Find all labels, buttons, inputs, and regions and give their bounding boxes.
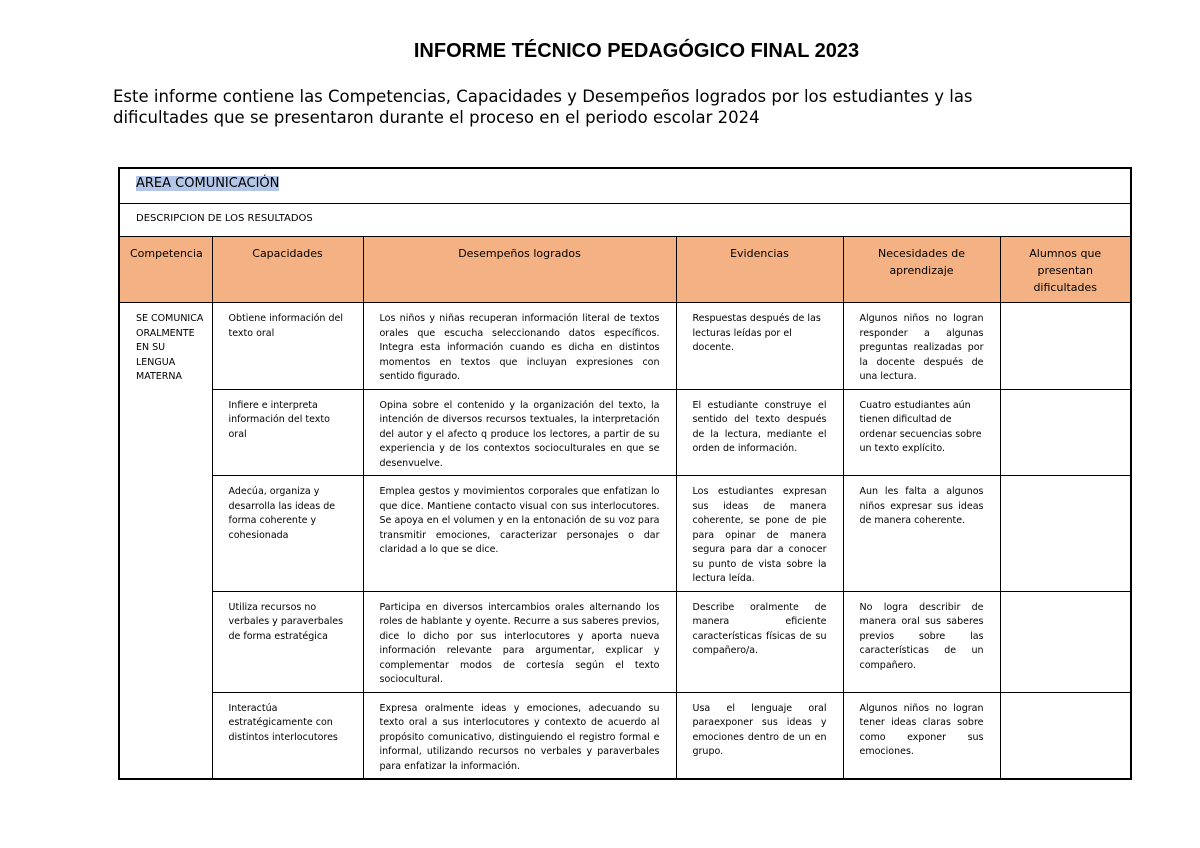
table-row xyxy=(119,389,1131,476)
desempeno-cell: Participa en diversos intercambios orales alternando los roles de hablante y oyente. Recurre a sus saberes previos, dice lo dicho por sus interlocutores y aporta nueva información relevante para argumentar, explicar y complementar modos de cortesía según el texto sociocultural. xyxy=(363,591,676,692)
capacidad-cell: Obtiene información del texto oral xyxy=(212,303,363,390)
capacidad-cell: Adecúa, organiza y desarrolla las ideas de forma coherente y cohesionada xyxy=(212,476,363,592)
header-necesidades: Necesidades de aprendizaje xyxy=(843,237,1000,303)
desempeno-cell: Los niños y niñas recuperan información literal de textos orales que escucha seleccionando datos específicos. Integra esta información cuando es dicha en distintos momentos en textos que incluyan expresiones con sentido figurado. xyxy=(363,303,676,390)
area-title: AREA COMUNICACIÓN xyxy=(136,176,280,191)
desempeno-cell: Opina sobre el contenido y la organización del texto, la intención de diversos recursos textuales, la interpretación del autor y el afecto q produce los lectores, a partir de su experiencia y de los contextos socioculturales en que se desenvuelve. xyxy=(363,389,676,476)
necesidad-cell: Cuatro estudiantes aún tienen dificultad de ordenar secuencias sobre un texto explícito. xyxy=(843,389,1000,476)
evidencia-cell: Describe oralmente de manera eficiente características físicas de su compañero/a. xyxy=(676,591,843,692)
header-competencia: Competencia xyxy=(119,237,212,303)
intro-line-2: dificultades que se presentaron durante el proceso en el periodo escolar 2024 xyxy=(113,108,760,127)
intro-line-1: Este informe contiene las Competencias, Capacidades y Desempeños logrados por los estudiantes y las xyxy=(113,87,973,106)
table-row xyxy=(119,303,1131,390)
desempeno-cell: Emplea gestos y movimientos corporales que enfatizan lo que dice. Mantiene contacto visual con sus interlocutores. Se apoya en el volumen y en la entonación de su voz para transmitir emociones, caracterizar personajes o dar claridad a lo que se dice. xyxy=(363,476,676,592)
header-capacidades: Capacidades xyxy=(212,237,363,303)
alumnos-cell xyxy=(1000,476,1131,592)
desempeno-cell: Expresa oralmente ideas y emociones, adecuando su texto oral a sus interlocutores y contexto de acuerdo al propósito comunicativo, distinguiendo el registro formal e informal, utilizando recursos no verbales y paraverbales para enfatizar la información. xyxy=(363,692,676,779)
capacidad-cell: Infiere e interpreta información del texto oral xyxy=(212,389,363,476)
table-row xyxy=(119,476,1131,592)
results-table xyxy=(118,167,1132,780)
necesidad-cell: Algunos niños no logran responder a algunas preguntas realizadas por la docente después de una lectura. xyxy=(843,303,1000,390)
capacidad-cell: Utiliza recursos no verbales y paraverbales de forma estratégica xyxy=(212,591,363,692)
table-row xyxy=(119,692,1131,779)
intro-paragraph xyxy=(113,86,1073,128)
area-cell xyxy=(119,168,1131,204)
evidencia-cell: Usa el lenguaje oral paraexponer sus ideas y emociones dentro de un en grupo. xyxy=(676,692,843,779)
alumnos-cell xyxy=(1000,389,1131,476)
capacidad-cell: Interactúa estratégicamente con distintos interlocutores xyxy=(212,692,363,779)
necesidad-cell: Aun les falta a algunos niños expresar sus ideas de manera coherente. xyxy=(843,476,1000,592)
header-desempenos: Desempeños logrados xyxy=(363,237,676,303)
evidencia-cell: El estudiante construye el sentido del texto después de la lectura, mediante el orden de información. xyxy=(676,389,843,476)
description-heading: DESCRIPCION DE LOS RESULTADOS xyxy=(119,204,1131,237)
evidencia-cell: Los estudiantes expresan sus ideas de manera coherente, se pone de pie para opinar de manera segura para dar a conocer su punto de vista sobre la lectura leída. xyxy=(676,476,843,592)
necesidad-cell: No logra describir de manera oral sus saberes previos sobre las características de un compañero. xyxy=(843,591,1000,692)
necesidad-cell: Algunos niños no logran tener ideas claras sobre como exponer sus emociones. xyxy=(843,692,1000,779)
evidencia-cell: Respuestas después de las lecturas leídas por el docente. xyxy=(676,303,843,390)
alumnos-cell xyxy=(1000,692,1131,779)
competencia-cell: SE COMUNICA ORALMENTE EN SU LENGUA MATERNA xyxy=(119,303,212,780)
header-alumnos: Alumnos que presentan dificultades xyxy=(1000,237,1131,303)
table-row xyxy=(119,591,1131,692)
alumnos-cell xyxy=(1000,303,1131,390)
alumnos-cell xyxy=(1000,591,1131,692)
header-evidencias: Evidencias xyxy=(676,237,843,303)
document-title: INFORME TÉCNICO PEDAGÓGICO FINAL 2023 xyxy=(413,40,860,62)
